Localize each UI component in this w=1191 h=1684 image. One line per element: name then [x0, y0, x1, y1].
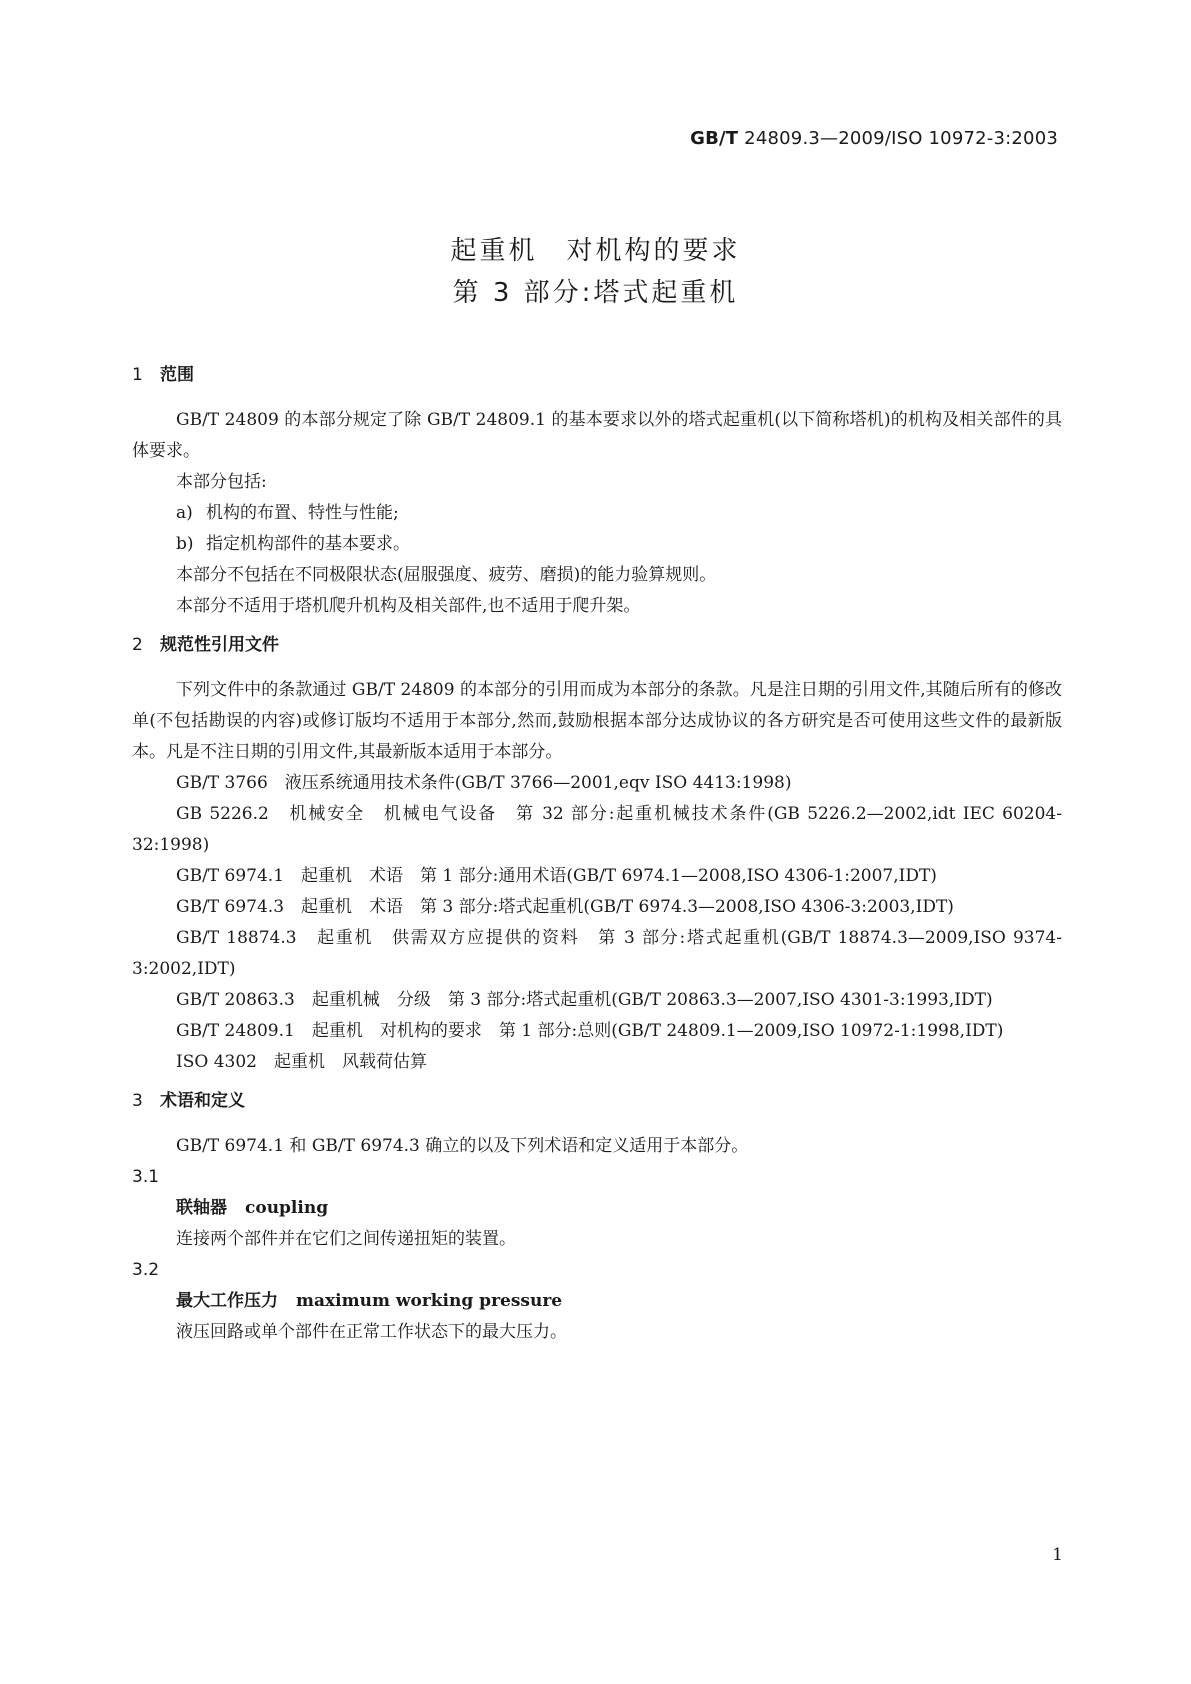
paragraph: 本部分包括: [176, 472, 267, 492]
reference-entry: ISO 4302 起重机 风载荷估算 [176, 1052, 427, 1072]
term-name-en: coupling [245, 1198, 329, 1218]
reference-entry: GB/T 24809.1 起重机 对机构的要求 第 1 部分:总则(GB/T 24809.1—2009,ISO 10972-1:1998,IDT) [176, 1021, 1004, 1041]
list-item [132, 529, 1062, 560]
paragraph: GB/T 6974.1 和 GB/T 6974.3 确立的以及下列术语和定义适用于本部分。 [176, 1136, 749, 1156]
term-name-zh: 联轴器 [176, 1198, 227, 1218]
term-name-zh: 最大工作压力 [176, 1291, 278, 1311]
section-title: 范围 [160, 365, 194, 385]
term-definition: 液压回路或单个部件在正常工作状态下的最大压力。 [176, 1322, 567, 1342]
standard-code-prefix: GB/T [690, 128, 739, 149]
term-definition: 连接两个部件并在它们之间传递扭矩的装置。 [176, 1229, 516, 1249]
reference-entry: GB/T 6974.3 起重机 术语 第 3 部分:塔式起重机(GB/T 6974.3—2008,ISO 4306-3:2003,IDT) [176, 897, 954, 917]
term-number: 3.2 [132, 1260, 160, 1280]
paragraph: 本部分不适用于塔机爬升机构及相关部件,也不适用于爬升架。 [176, 596, 641, 616]
list-item-text: 指定机构部件的基本要求。 [206, 534, 410, 554]
section-title: 术语和定义 [160, 1091, 245, 1111]
reference-entry: GB/T 6974.1 起重机 术语 第 1 部分:通用术语(GB/T 6974.1—2008,ISO 4306-1:2007,IDT) [176, 866, 937, 886]
document-body [132, 360, 1062, 1348]
section-heading-terms-definitions [132, 1086, 1062, 1117]
standard-code [690, 128, 1058, 149]
list-marker: b) [176, 534, 194, 554]
term-name [132, 1193, 1062, 1224]
reference-entry: GB/T 20863.3 起重机械 分级 第 3 部分:塔式起重机(GB/T 20863.3—2007,ISO 4301-3:1993,IDT) [176, 990, 993, 1010]
section-number: 3 [132, 1091, 143, 1111]
section-title: 规范性引用文件 [160, 635, 279, 655]
term-number: 3.1 [132, 1167, 160, 1187]
reference-entry: GB/T 3766 液压系统通用技术条件(GB/T 3766—2001,eqv ISO 4413:1998) [176, 773, 792, 793]
list-item-text: 机构的布置、特性与性能; [206, 503, 399, 523]
term-name [132, 1286, 1062, 1317]
paragraph: GB/T 24809 的本部分规定了除 GB/T 24809.1 的基本要求以外的塔式起重机(以下简称塔机)的机构及相关部件的具体要求。 [132, 410, 1062, 461]
paragraph: 下列文件中的条款通过 GB/T 24809 的本部分的引用而成为本部分的条款。凡是注日期的引用文件,其随后所有的修改单(不包括勘误的内容)或修订版均不适用于本部分,然而,鼓励根据本部分达成协议的各方研究是否可使用这些文件的最新版本。凡是不注日期的引用文件,其最新版本适用于本部分。 [132, 680, 1062, 762]
reference-entry: GB/T 18874.3 起重机 供需双方应提供的资料 第 3 部分:塔式起重机(GB/T 18874.3—2009,ISO 9374-3:2002,IDT) [132, 928, 1062, 979]
list-item [132, 498, 1062, 529]
document-subtitle: 第 3 部分:塔式起重机 [452, 278, 739, 308]
section-number: 2 [132, 635, 143, 655]
section-number: 1 [132, 365, 143, 385]
list-marker: a) [176, 503, 193, 523]
section-heading-scope [132, 360, 1062, 391]
section-heading-normative-references [132, 630, 1062, 661]
standard-code-number: 24809.3—2009/ISO 10972-3:2003 [738, 128, 1058, 149]
term-name-en: maximum working pressure [296, 1291, 563, 1311]
page-number: 1 [1052, 1545, 1063, 1565]
reference-entry: GB 5226.2 机械安全 机械电气设备 第 32 部分:起重机械技术条件(GB 5226.2—2002,idt IEC 60204-32:1998) [132, 804, 1062, 855]
paragraph: 本部分不包括在不同极限状态(屈服强度、疲劳、磨损)的能力验算规则。 [176, 565, 717, 585]
document-title: 起重机 对机构的要求 [450, 236, 741, 266]
